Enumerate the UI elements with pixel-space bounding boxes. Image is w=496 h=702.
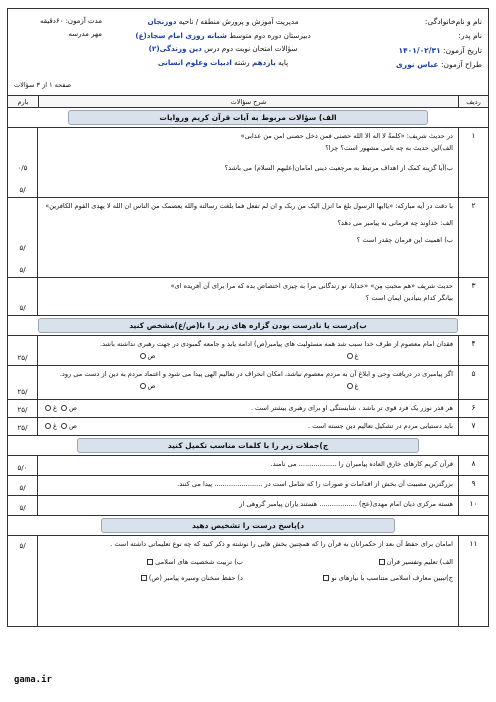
false-option[interactable] (45, 423, 51, 429)
exam-page (7, 8, 489, 672)
school-stamp: مهر مدرسه (68, 30, 102, 39)
question-row: ۶ هر قدر نوزر یک فرد قوی تر باشد ، شایستگی او برای رهبری بیشتر است . ص غ ۲۵/ (8, 400, 488, 418)
checkbox[interactable] (147, 559, 153, 565)
father-field: نام پدر: (458, 31, 482, 41)
checkbox[interactable] (141, 575, 147, 581)
false-option[interactable] (45, 405, 51, 411)
designer-field: طراح آزمون: عباس نوری (395, 59, 482, 69)
false-option[interactable] (347, 353, 353, 359)
true-option[interactable] (61, 405, 67, 411)
exam-header (7, 8, 489, 96)
name-field: نام و نام‌خانوادگی: (424, 17, 482, 26)
question-row: ۳ حدیث شریف «هم محبتِ مِن» «خدایا، تو زندگانی مرا به چیزی اختصاص بده که مرا برای آن آفریده ای» بیانگر کدام بنیادین ایمان است ؟ ۵/ (8, 278, 488, 316)
section-d-header: د)پاسخ درست را تشخیص دهید (8, 516, 488, 536)
false-option[interactable] (347, 383, 353, 389)
question-row: ۹ بزرگترین مصیبت آن بخش از اقدامات و صورات را که شامل است در ....................... پیدا می کنند. ۵/ (8, 476, 488, 496)
site-watermark: gama.ir (14, 675, 52, 685)
exam-title-block: مدیریت آموزش و پرورش منطقه / ناحیه دوزنجان دبیرستان دوره دوم متوسط شبانه روزی امام سجاد(ع) سؤالات امتحان نوبت دوم درس دین وزندگی(۲) پایه یازدهم رشته ادبیات وعلوم انسانی (135, 17, 311, 68)
section-c-header: ج)جملات زیر را با کلمات مناسب تکمیل کنید (8, 436, 488, 456)
question-row: ۸ قرآن کریم کارهای خارق العاده پیامبران را .................. می نامند. ۵/۰ (8, 456, 488, 476)
col-score: بارم (17, 97, 29, 106)
date-field: تاریخ آزمون: ۱۴۰۱/۰۲/۳۱ (398, 45, 482, 55)
question-row: ۵ اگر پیامبری در دریافت وحی و ابلاغ آن به مردم معصوم نباشد، امکان انحراف در تعالیم الهی پیدا می شود و اعتماد مردم به دین از دست می رود. ص غ ۲۵/ (8, 366, 488, 400)
designer-name: عباس نوری (395, 59, 439, 69)
question-row: ۴ فقدان امام معصوم از طرف خدا سبب شد همه مسئولیت های پیامبر(ص) ادامه یابد و جامعه گمبودی در جهت رهبری نداشته باشد. ص غ ۲۵/ (8, 336, 488, 366)
question-row: ۱ در حدیث شریف: «کلمةُ لا اله الا الله حصنی فمن دخل حصنی امن من عذابی» الف)این حدیث به چه نامی مشهور است؟ چرا؟ ب)آیا گزینه کمک از اهداف مرتبط به مرجعیت دینی امامان(علیهم السلام) می باشد؟ ۰/۵ ۵/ (8, 128, 488, 198)
student-info (338, 9, 488, 95)
true-option[interactable] (140, 383, 146, 389)
question-row: ۲ با دقت در آیه مبارکه: «یاایها الرسول بلغ ما انزل الیک من ربک و ان لم تفعل فما بلغت رسالته والله یعصمک من الناس ان الله لا یهدی القوم الکافرین» الف: خداوند چه فرمانی به پیامبر می دهد؟ ب) اهمیت این فرمان چقدر است ؟ ۵/ ۵/ (8, 198, 488, 278)
page-info: صفحه ۱ از ۳ سؤالات (14, 80, 72, 89)
true-option[interactable] (140, 353, 146, 359)
checkbox[interactable] (323, 575, 329, 581)
section-a-header: الف) سؤالات مربوط به آیات قرآن کریم وروایات (8, 108, 488, 128)
exam-date: ۱۴۰۱/۰۲/۳۱ (398, 45, 441, 55)
col-question: شرح سؤالات (38, 96, 458, 107)
column-header (7, 96, 489, 108)
exam-duration: مدت آزمون: ۶۰دقیقه (39, 17, 102, 25)
question-row: ۱۰ هسته مرکزی دیان امام مهدی(عج) .................. هستند یاران پیامبر گروهی از ۵/ (8, 496, 488, 516)
col-num: ردیف (458, 96, 488, 107)
section-b-header: ب)درست یا نادرست بودن گزاره های زیر را با(ص/غ)مشخص کنید (8, 316, 488, 336)
checkbox[interactable] (379, 559, 385, 565)
questions-table (7, 108, 489, 627)
question-row: ۷ باید دستیابی مردم در تشکیل تعالیم دین جسته است . ص غ ۲۵/ (8, 418, 488, 436)
true-option[interactable] (61, 423, 67, 429)
exam-meta (8, 9, 108, 95)
question-row: ۱۱ امامان برای حفظ آن بعد از حکمرانان به قرآن را که همچنین بخش هایی را نوشته و ذکر کنید که چه نوع تعلیماتی داشته است . الف) تعلیم وتفسیر قرآن ب) تربیت شخصیت های اسلامی ج)تبیین معارف اسلامی متناسب با نیازهای نو د) حفظ سخنان وسیره پیامبر (ص) ۵/ (8, 536, 488, 626)
